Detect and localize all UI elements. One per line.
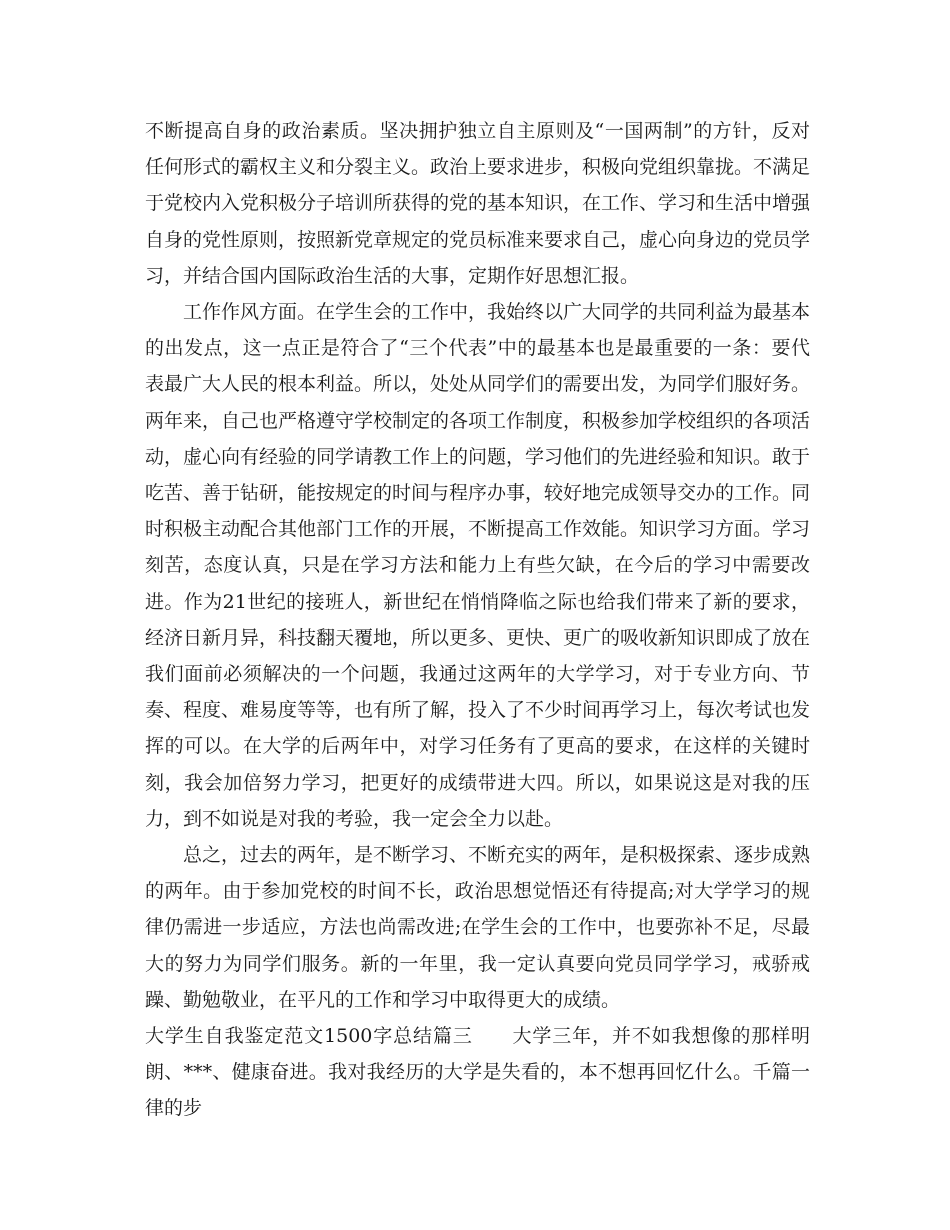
document-body (145, 113, 810, 1127)
paragraph-political-quality: 不断提高自身的政治素质。坚决拥护独立自主原则及“一国两制”的方针，反对任何形式的霸权主义和分裂主义。政治上要求进步，积极向党组织靠拢。不满足于党校内入党积极分子培训所获得的党的基本知识，在工作、学习和生活中增强自身的党性原则，按照新党章规定的党员标准来要求自己，虚心向身边的党员学习，并结合国内国际政治生活的大事，定期作好思想汇报。 (145, 120, 811, 287)
paragraph-part-three-heading: 大学生自我鉴定范文1500字总结篇三 大学三年，并不如我想像的那样明朗、***、健康奋进。我对我经历的大学是失看的，本不想再回忆什么。千篇一律的步 (145, 1025, 810, 1120)
paragraph-work-style: 工作作风方面。在学生会的工作中，我始终以广大同学的共同利益为最基本的出发点，这一点正是符合了“三个代表”中的最基本也是最重要的一条：要代表最广大人民的根本利益。所以，处处从同学们的需要出发，为同学们服好务。两年来，自己也严格遵守学校制定的各项工作制度，积极参加学校组织的各项活动，虚心向有经验的同学请教工作上的问题，学习他们的先进经验和知识。敢于吃苦、善于钻研，能按规定的时间与程序办事，较好地完成领导交办的工作。同时积极主动配合其他部门工作的开展，不断提高工作效能。知识学习方面。学习刻苦，态度认真，只是在学习方法和能力上有些欠缺，在今后的学习中需要改进。作为21世纪的接班人，新世纪在悄悄降临之际也给我们带来了新的要求，经济日新月异，科技翻天覆地，所以更多、更快、更广的吸收新知识即成了放在我们面前必须解决的一个问题，我通过这两年的大学学习，对于专业方向、节奏、程度、难易度等等，也有所了解，投入了不少时间再学习上，每次考试也发挥的可以。在大学的后两年中，对学习任务有了更高的要求，在这样的关键时刻，我会加倍努力学习，把更好的成绩带进大四。所以，如果说这是对我的压力，到不如说是对我的考验，我一定会全力以赴。 (145, 301, 811, 830)
paragraph-summary: 总之，过去的两年，是不断学习、不断充实的两年，是积极探索、逐步成熟的两年。由于参加党校的时间不长，政治思想觉悟还有待提高;对大学学习的规律仍需进一步适应，方法也尚需改进;在学生会的工作中，也要弥补不足，尽最大的努力为同学们服务。新的一年里，我一定认真要向党员同学学习，戒骄戒躁、勤勉敬业，在平凡的工作和学习中取得更大的成绩。 (145, 844, 811, 1011)
